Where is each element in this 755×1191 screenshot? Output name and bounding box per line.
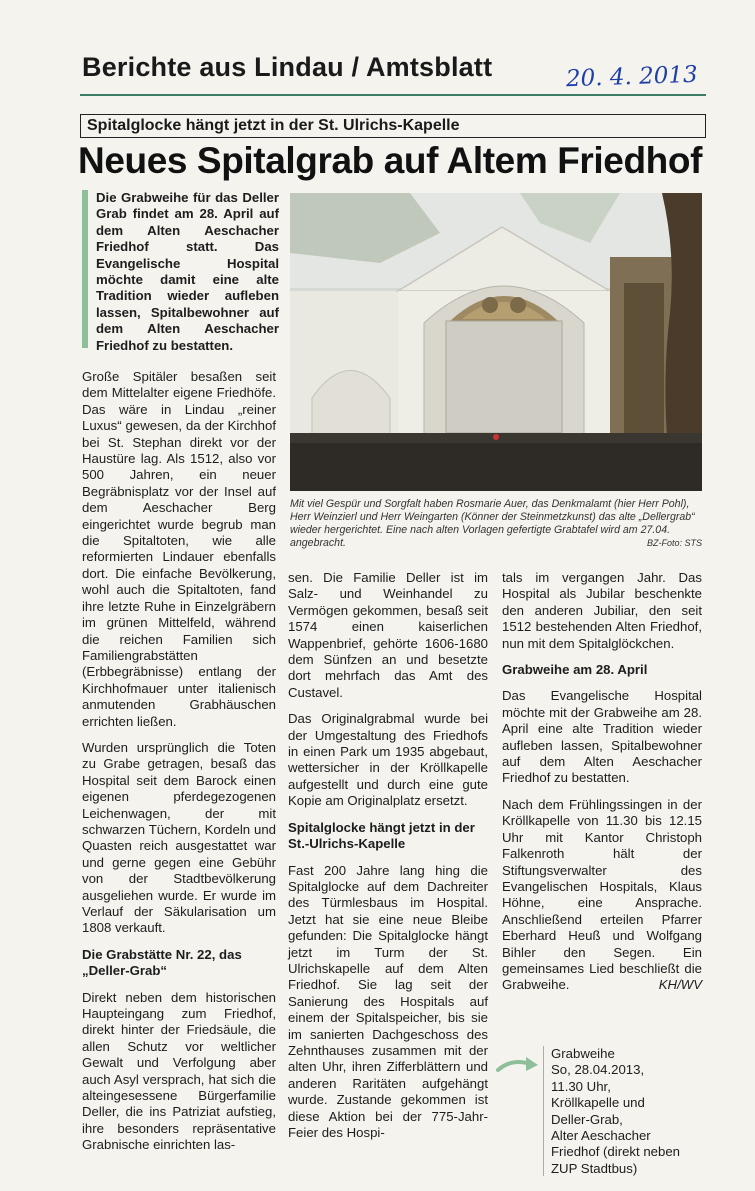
section-title: Berichte aus Lindau / Amtsblatt xyxy=(82,52,493,82)
subheading: Grabweihe am 28. April xyxy=(502,662,648,678)
event-info-box: Grabweihe So, 28.04.2013, 11.30 Uhr, Kröllkapelle und Deller-Grab, Alter Aeschacher Friedhof (direkt neben ZUP Stadtbus) xyxy=(551,1046,681,1176)
paragraph: Fast 200 Jahre lang hing die Spitalglocke auf dem Dachreiter des Türmlesbaus im Hospital. Jetzt hat sie eine neue Bleibe gefunden: Die Spitalglocke hängt jetzt im Turm der St. Ulrichskapelle auf dem Alten Friedhof. Sie lag seit der Sanierung des Hospitals auf einem der Spitalspeicher, bis sie im sanierten Dachgeschoss des Zehnthauses zusammen mit der alten Uhr, ihren Zifferblättern und anderen Raritäten aufgehängt wurde. Zustande gekommen ist diese Aktion bei der 775-Jahr-Feier des Hospi- xyxy=(288,862,488,1140)
author-initials: KH/WV xyxy=(658,977,702,993)
kicker-text: Spitalglocke hängt jetzt in der St. Ulrichs-Kapelle xyxy=(87,117,460,134)
article-column-3 xyxy=(502,570,702,1004)
handwritten-date: 20. 4. 2013 xyxy=(565,61,699,93)
paragraph: Das Originalgrabmal wurde bei der Umgestaltung des Friedhofs in einen Park um 1935 abgebaut, wettersicher in der Kröllkapelle aufgestellt und durch eine gute Kopie am Originalplatz ersetzt. xyxy=(288,711,488,809)
kicker-box xyxy=(80,114,706,138)
lead-paragraph: Die Grabweihe für das Deller Grab findet am 28. April auf dem Alten Aeschacher Friedhof statt. Das Evangelische Hospital möchte damit eine alte Tradition wieder aufleben lassen, Spitalbewohner auf dem Alten Aeschacher Friedhof zu bestatten. xyxy=(96,190,279,353)
paragraph: Direkt neben dem historischen Haupteingang zum Friedhof, direkt hinter der Friedsäule, die allen Schutz vor weltlicher Gewalt und Verfolgung aber auch Asyl versprach, hat sich die alteingesessene Bürgerfamilie Deller, die ins Patriziat aufstieg, ihre besonders repräsentative Grabnische einrichten las- xyxy=(82,989,276,1153)
article-column-1 xyxy=(82,369,276,1164)
article-column-2 xyxy=(288,570,488,1151)
photo-credit: BZ-Foto: STS xyxy=(646,538,702,548)
headline: Neues Spitalgrab auf Altem Friedhof xyxy=(78,140,702,181)
subheading: Spitalglocke hängt jetzt in der St.-Ulrichs-Kapelle xyxy=(288,819,475,852)
grave-chapel-illustration xyxy=(290,193,702,491)
header-rule xyxy=(80,94,706,96)
lead-accent-bar xyxy=(82,190,88,348)
paragraph xyxy=(502,797,702,994)
arrow-right-icon xyxy=(496,1054,540,1076)
subheading: Die Grabstätte Nr. 22, das „Deller-Grab“ xyxy=(82,946,242,979)
paragraph-text: Nach dem Frühlingssingen in der Kröllkapelle von 11.30 bis 12.15 Uhr mit Kantor Christoph Falkenroth hält der Stiftungsverwalter des Evangelischen Hospitals, Klaus Höhne, eine Ansprache. Anschließend erteilen Pfarrer Eberhard Heuß und Wolfgang Bihler den Segen. Ein gemeinsames Lied beschließt die Grabweihe. xyxy=(502,796,702,993)
paragraph: Wurden ursprünglich die Toten zu Grabe getragen, besaß das Hospital seit dem Barock einen eigenen pferdegezogenen Leichenwagen, der mit schwarzen Tüchern, Kordeln und Quasten reich ausgestattet war und gerne gegen eine Gebühr von der Stadtbevölkerung ausgeliehen wurde. Er wurde im Verlauf der Säkularisation um 1808 verkauft. xyxy=(82,739,276,936)
photo-caption xyxy=(290,498,702,550)
grave-chapel-photo xyxy=(290,193,702,491)
caption-text: Mit viel Gespür und Sorgfalt haben Rosmarie Auer, das Denkmalamt (hier Herr Pohl), Herr Weinzierl und Herr Weingarten (Könner der Steinmetzkunst) das alte „Dellergrab“ wieder hergerichtet. Eine nach alten Vorlagen gefertigte Grabtafel wird am 27.04. angebracht. xyxy=(290,498,695,549)
paragraph: Das Evangelische Hospital möchte mit der Grabweihe am 28. April eine alte Tradition wieder aufleben lassen, Spitalbewohner auf dem Alten Aeschacher Friedhof zu bestatten. xyxy=(502,688,702,786)
event-box-rule xyxy=(543,1046,544,1176)
paragraph: sen. Die Familie Deller ist im Salz- und Weinhandel zu Vermögen gekommen, besaß seit 1574 einen kaiserlichen Wappenbrief, gehörte 1606-1680 dem Sünfzen an und besetzte dort mehrfach das Amt des Custavel. xyxy=(288,570,488,700)
paragraph: tals im vergangen Jahr. Das Hospital als Jubilar beschenkte den anderen Jubiliar, den seit 1512 bestehenden Alten Friedhof, nun mit dem Spitalglöckchen. xyxy=(502,570,702,651)
paragraph: Große Spitäler besaßen seit dem Mittelalter eigene Friedhöfe. Das wäre in Lindau „reiner Luxus“ gewesen, da der Kirchhof bei St. Stephan direkt vor der Haustüre lag. Als 1512, also vor 500 Jahren, ein neuer Begräbnisplatz vor der Insel auf dem Aeschacher Berg eingerichtet wurde begrub man die Spitaltoten, wie alle reformierten Lindauer ebenfalls dort. Die einfache Bevölkerung, wohl auch die Spitaltoten, fand ihre letzte Ruhe in Einzelgräbern im grünen Mittelfeld, während die reichen Familien sich Familiengrabstätten (Erbbegräbnisse) entlang der Kirchhofmauer unter italienisch anmutenden Grabhäuschen errichten ließen. xyxy=(82,369,276,729)
